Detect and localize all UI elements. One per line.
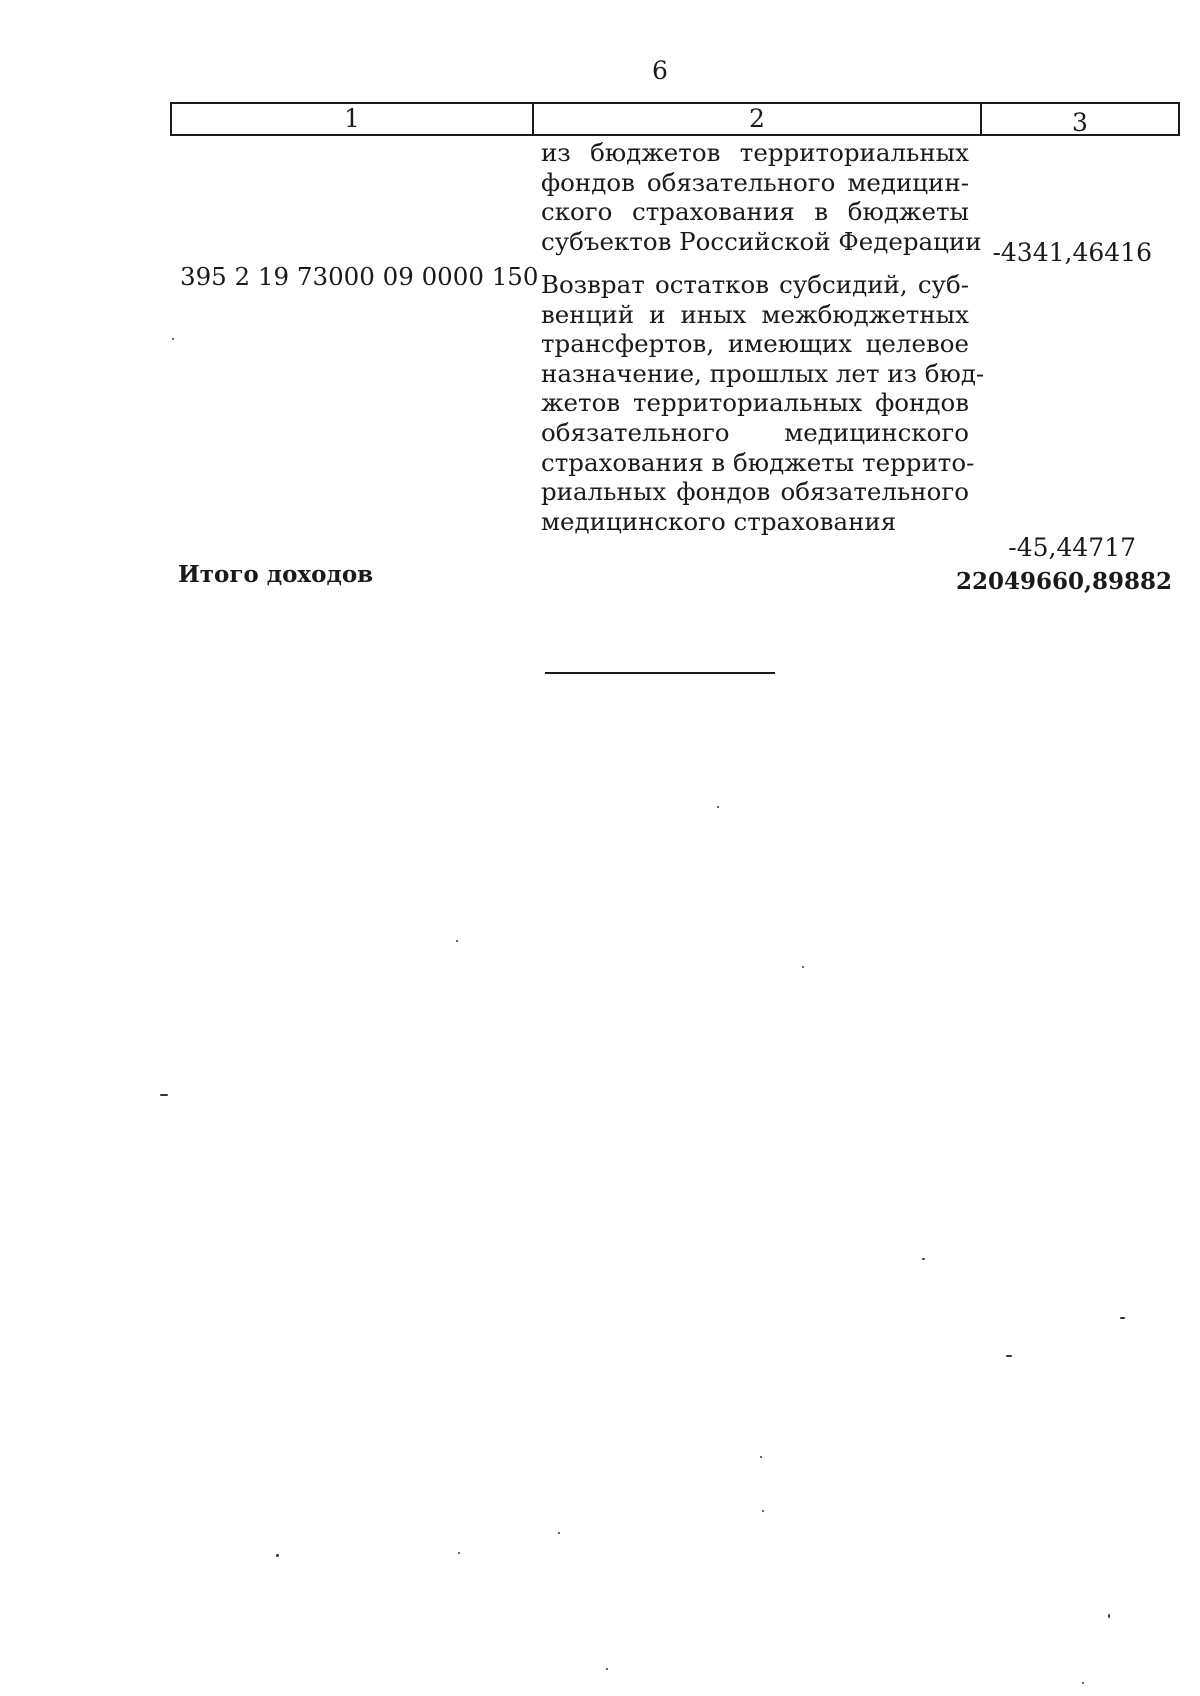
description-line: венций и иных межбюджетных — [541, 299, 969, 329]
scan-speck — [160, 1094, 168, 1096]
row-description — [541, 270, 985, 536]
scan-speck — [1006, 1355, 1012, 1357]
table-header-row — [170, 102, 1180, 136]
end-rule — [545, 672, 775, 674]
continuation-description — [541, 138, 982, 256]
scan-speck — [276, 1554, 279, 1557]
row-amount: -45,44717 — [1008, 533, 1136, 562]
description-line: из бюджетов территориальных — [541, 138, 969, 167]
description-line: субъектов Российской Федерации — [541, 226, 982, 256]
description-line: жетов территориальных фондов — [541, 388, 969, 418]
description-line: Возврат остатков субсидий, суб- — [541, 270, 969, 299]
description-line: риальных фондов обязательного — [541, 477, 969, 507]
description-line: медицинского страхования — [541, 506, 897, 536]
scan-speck — [922, 1258, 925, 1260]
scan-speck — [802, 966, 804, 968]
description-line: страхования в бюджеты террито- — [541, 447, 975, 477]
scan-speck — [717, 806, 719, 808]
column-header-1: 1 — [170, 102, 532, 136]
total-label: Итого доходов — [178, 561, 374, 588]
description-line: ского страхования в бюджеты — [541, 197, 969, 227]
total-value: 22049660,89882 — [955, 568, 1172, 595]
description-line: обязательного медицинского — [541, 417, 969, 447]
description-line: фондов обязательного медицин- — [541, 167, 969, 197]
column-header-3: 3 — [980, 102, 1180, 136]
scan-speck — [606, 1668, 608, 1670]
scan-speck — [1082, 1682, 1084, 1684]
budget-code: 395 2 19 73000 09 0000 150 — [180, 262, 539, 291]
page-number: 6 — [652, 56, 668, 85]
scan-speck — [1120, 1317, 1125, 1319]
description-line: трансфертов, имеющих целевое — [541, 329, 969, 359]
continuation-amount: -4341,46416 — [992, 238, 1152, 267]
scan-speck — [762, 1510, 764, 1512]
scan-speck — [458, 1552, 460, 1554]
description-line: назначение, прошлых лет из бюд- — [541, 358, 985, 388]
scan-speck — [456, 940, 458, 942]
scan-speck — [1108, 1614, 1110, 1618]
scan-speck — [760, 1456, 762, 1458]
scan-speck — [172, 338, 174, 340]
column-header-2: 2 — [532, 102, 980, 136]
scan-speck — [558, 1532, 560, 1534]
